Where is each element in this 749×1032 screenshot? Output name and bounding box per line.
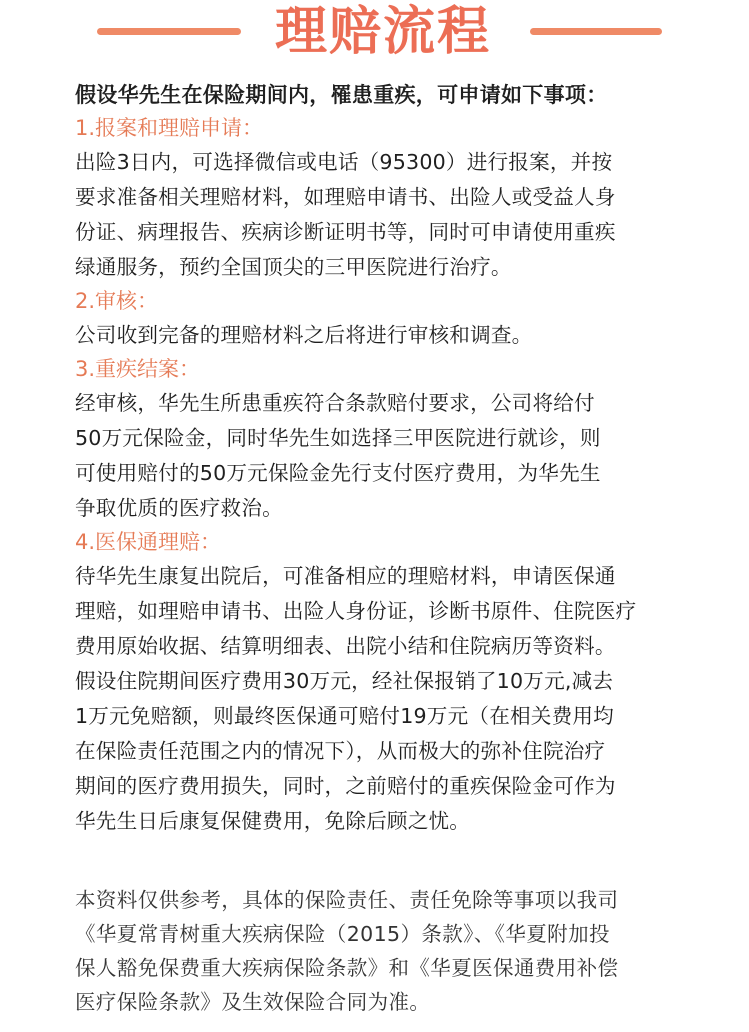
text-line: 费用原始收据、结算明细表、出院小结和住院病历等资料。 [75,634,616,658]
header-decor-line-right [530,28,662,35]
text-line: 争取优质的医疗救治。 [75,496,283,520]
section-title-case-close: 3.重疾结案： [75,357,201,381]
section-title-review: 2.审核： [75,289,159,313]
disclaimer [75,883,695,1019]
header [0,0,749,66]
text-line: 份证、病理报告、疾病诊断证明书等，同时可申请使用重疾 [75,220,616,244]
section-body-case-close [75,386,695,526]
section-title-medical-claim: 4.医保通理赔： [75,530,222,554]
text-line: 华先生日后康复保健费用，免除后顾之忧。 [75,809,471,833]
header-decor-line-left [97,28,241,35]
text-line: 假设住院期间医疗费用30万元，经社保报销了10万元,减去 [75,669,614,693]
page-title: 理赔流程 [274,2,491,62]
text-line: 期间的医疗费用损失，同时，之前赔付的重疾保险金可作为 [75,774,616,798]
section-title-report: 1.报案和理赔申请： [75,116,264,140]
text-line: 保人豁免保费重大疾病保险条款》和《华夏医保通费用补偿 [75,956,619,980]
text-line: 《华夏常青树重大疾病保险（2015）条款》、《华夏附加投 [75,922,610,946]
text-line: 本资料仅供参考，具体的保险责任、责任免除等事项以我司 [75,888,619,912]
section-body-review [75,318,695,353]
intro-text: 假设华先生在保险期间内，罹患重疾，可申请如下事项： [75,83,608,107]
text-line: 待华先生康复出院后，可准备相应的理赔材料，申请医保通 [75,564,616,588]
section-body-report [75,145,695,285]
text-line: 理赔，如理赔申请书、出险人身份证，诊断书原件、住院医疗 [75,599,637,623]
text-line: 经审核，华先生所患重疾符合条款赔付要求，公司将给付 [75,391,595,415]
section-body-medical-claim [75,559,695,839]
text-line: 1万元免赔额，则最终医保通可赔付19万元（在相关费用均 [75,704,614,728]
text-line: 绿通服务，预约全国顶尖的三甲医院进行治疗。 [75,255,512,279]
text-line: 公司收到完备的理赔材料之后将进行审核和调查。 [75,323,533,347]
text-line: 医疗保险条款》及生效保险合同为准。 [75,990,431,1014]
text-line: 出险3日内，可选择微信或电话（95300）进行报案，并按 [75,150,613,174]
text-line: 可使用赔付的50万元保险金先行支付医疗费用，为华先生 [75,461,601,485]
text-line: 要求准备相关理赔材料，如理赔申请书、出险人或受益人身 [75,185,616,209]
text-line: 在保险责任范围之内的情况下），从而极大的弥补住院治疗 [75,739,606,763]
main-content [75,79,695,839]
text-line: 50万元保险金，同时华先生如选择三甲医院进行就诊，则 [75,426,601,450]
